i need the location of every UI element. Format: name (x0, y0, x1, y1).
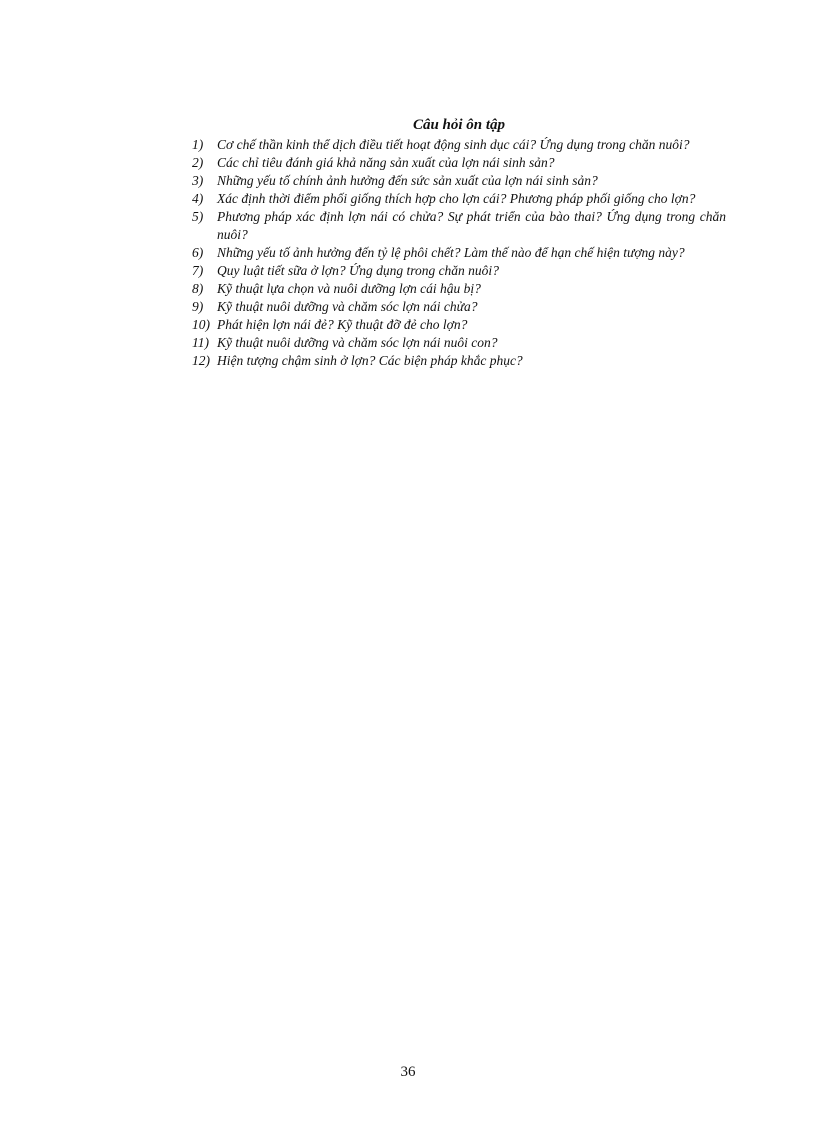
item-number: 1) (192, 137, 204, 152)
item-text: Các chỉ tiêu đánh giá khả năng sản xuất của lợn nái sinh sản? (217, 155, 555, 170)
item-text: Kỹ thuật nuôi dưỡng và chăm sóc lợn nái chửa? (217, 299, 478, 314)
list-item (192, 208, 726, 244)
item-number: 4) (192, 191, 204, 206)
item-text: Xác định thời điểm phối giống thích hợp cho lợn cái? Phương pháp phối giống cho lợn? (217, 191, 696, 206)
page-title: Câu hỏi ôn tập (412, 117, 506, 133)
list-item (192, 244, 726, 262)
list-item (192, 154, 726, 172)
item-number: 5) (192, 209, 204, 224)
list-item (192, 298, 726, 316)
list-item (192, 262, 726, 280)
list-item (192, 352, 726, 370)
item-number: 10) (192, 317, 210, 332)
item-text: Phương pháp xác định lợn nái có chửa? Sự phát triển của bào thai? Ứng dụng trong chăn nuôi? (217, 209, 726, 242)
item-number: 9) (192, 299, 204, 314)
item-text: Kỹ thuật nuôi dưỡng và chăm sóc lợn nái nuôi con? (217, 335, 498, 350)
item-text: Kỹ thuật lựa chọn và nuôi dưỡng lợn cái hậu bị? (217, 281, 481, 296)
item-text: Phát hiện lợn nái đẻ? Kỹ thuật đỡ đẻ cho lợn? (217, 317, 468, 332)
item-text: Cơ chế thần kinh thể dịch điều tiết hoạt động sinh dục cái? Ứng dụng trong chăn nuôi? (217, 137, 690, 152)
item-number: 2) (192, 155, 204, 170)
list-item (192, 316, 726, 334)
item-number: 11) (192, 335, 209, 350)
item-number: 8) (192, 281, 204, 296)
item-text: Những yếu tố chính ảnh hưởng đến sức sản xuất của lợn nái sinh sản? (217, 173, 598, 188)
list-item (192, 334, 726, 352)
item-text: Hiện tượng chậm sinh ở lợn? Các biện pháp khắc phục? (217, 353, 523, 368)
item-number: 12) (192, 353, 210, 368)
list-item (192, 280, 726, 298)
list-item (192, 190, 726, 208)
question-list (192, 136, 726, 370)
item-number: 3) (192, 173, 204, 188)
item-text: Những yếu tố ảnh hưởng đến tỷ lệ phôi chết? Làm thế nào để hạn chế hiện tượng này? (217, 245, 685, 260)
list-item (192, 172, 726, 190)
item-text: Quy luật tiết sữa ở lợn? Ứng dụng trong chăn nuôi? (217, 263, 499, 278)
list-item (192, 136, 726, 154)
item-number: 6) (192, 245, 204, 260)
item-number: 7) (192, 263, 204, 278)
page-number: 36 (400, 1064, 416, 1080)
